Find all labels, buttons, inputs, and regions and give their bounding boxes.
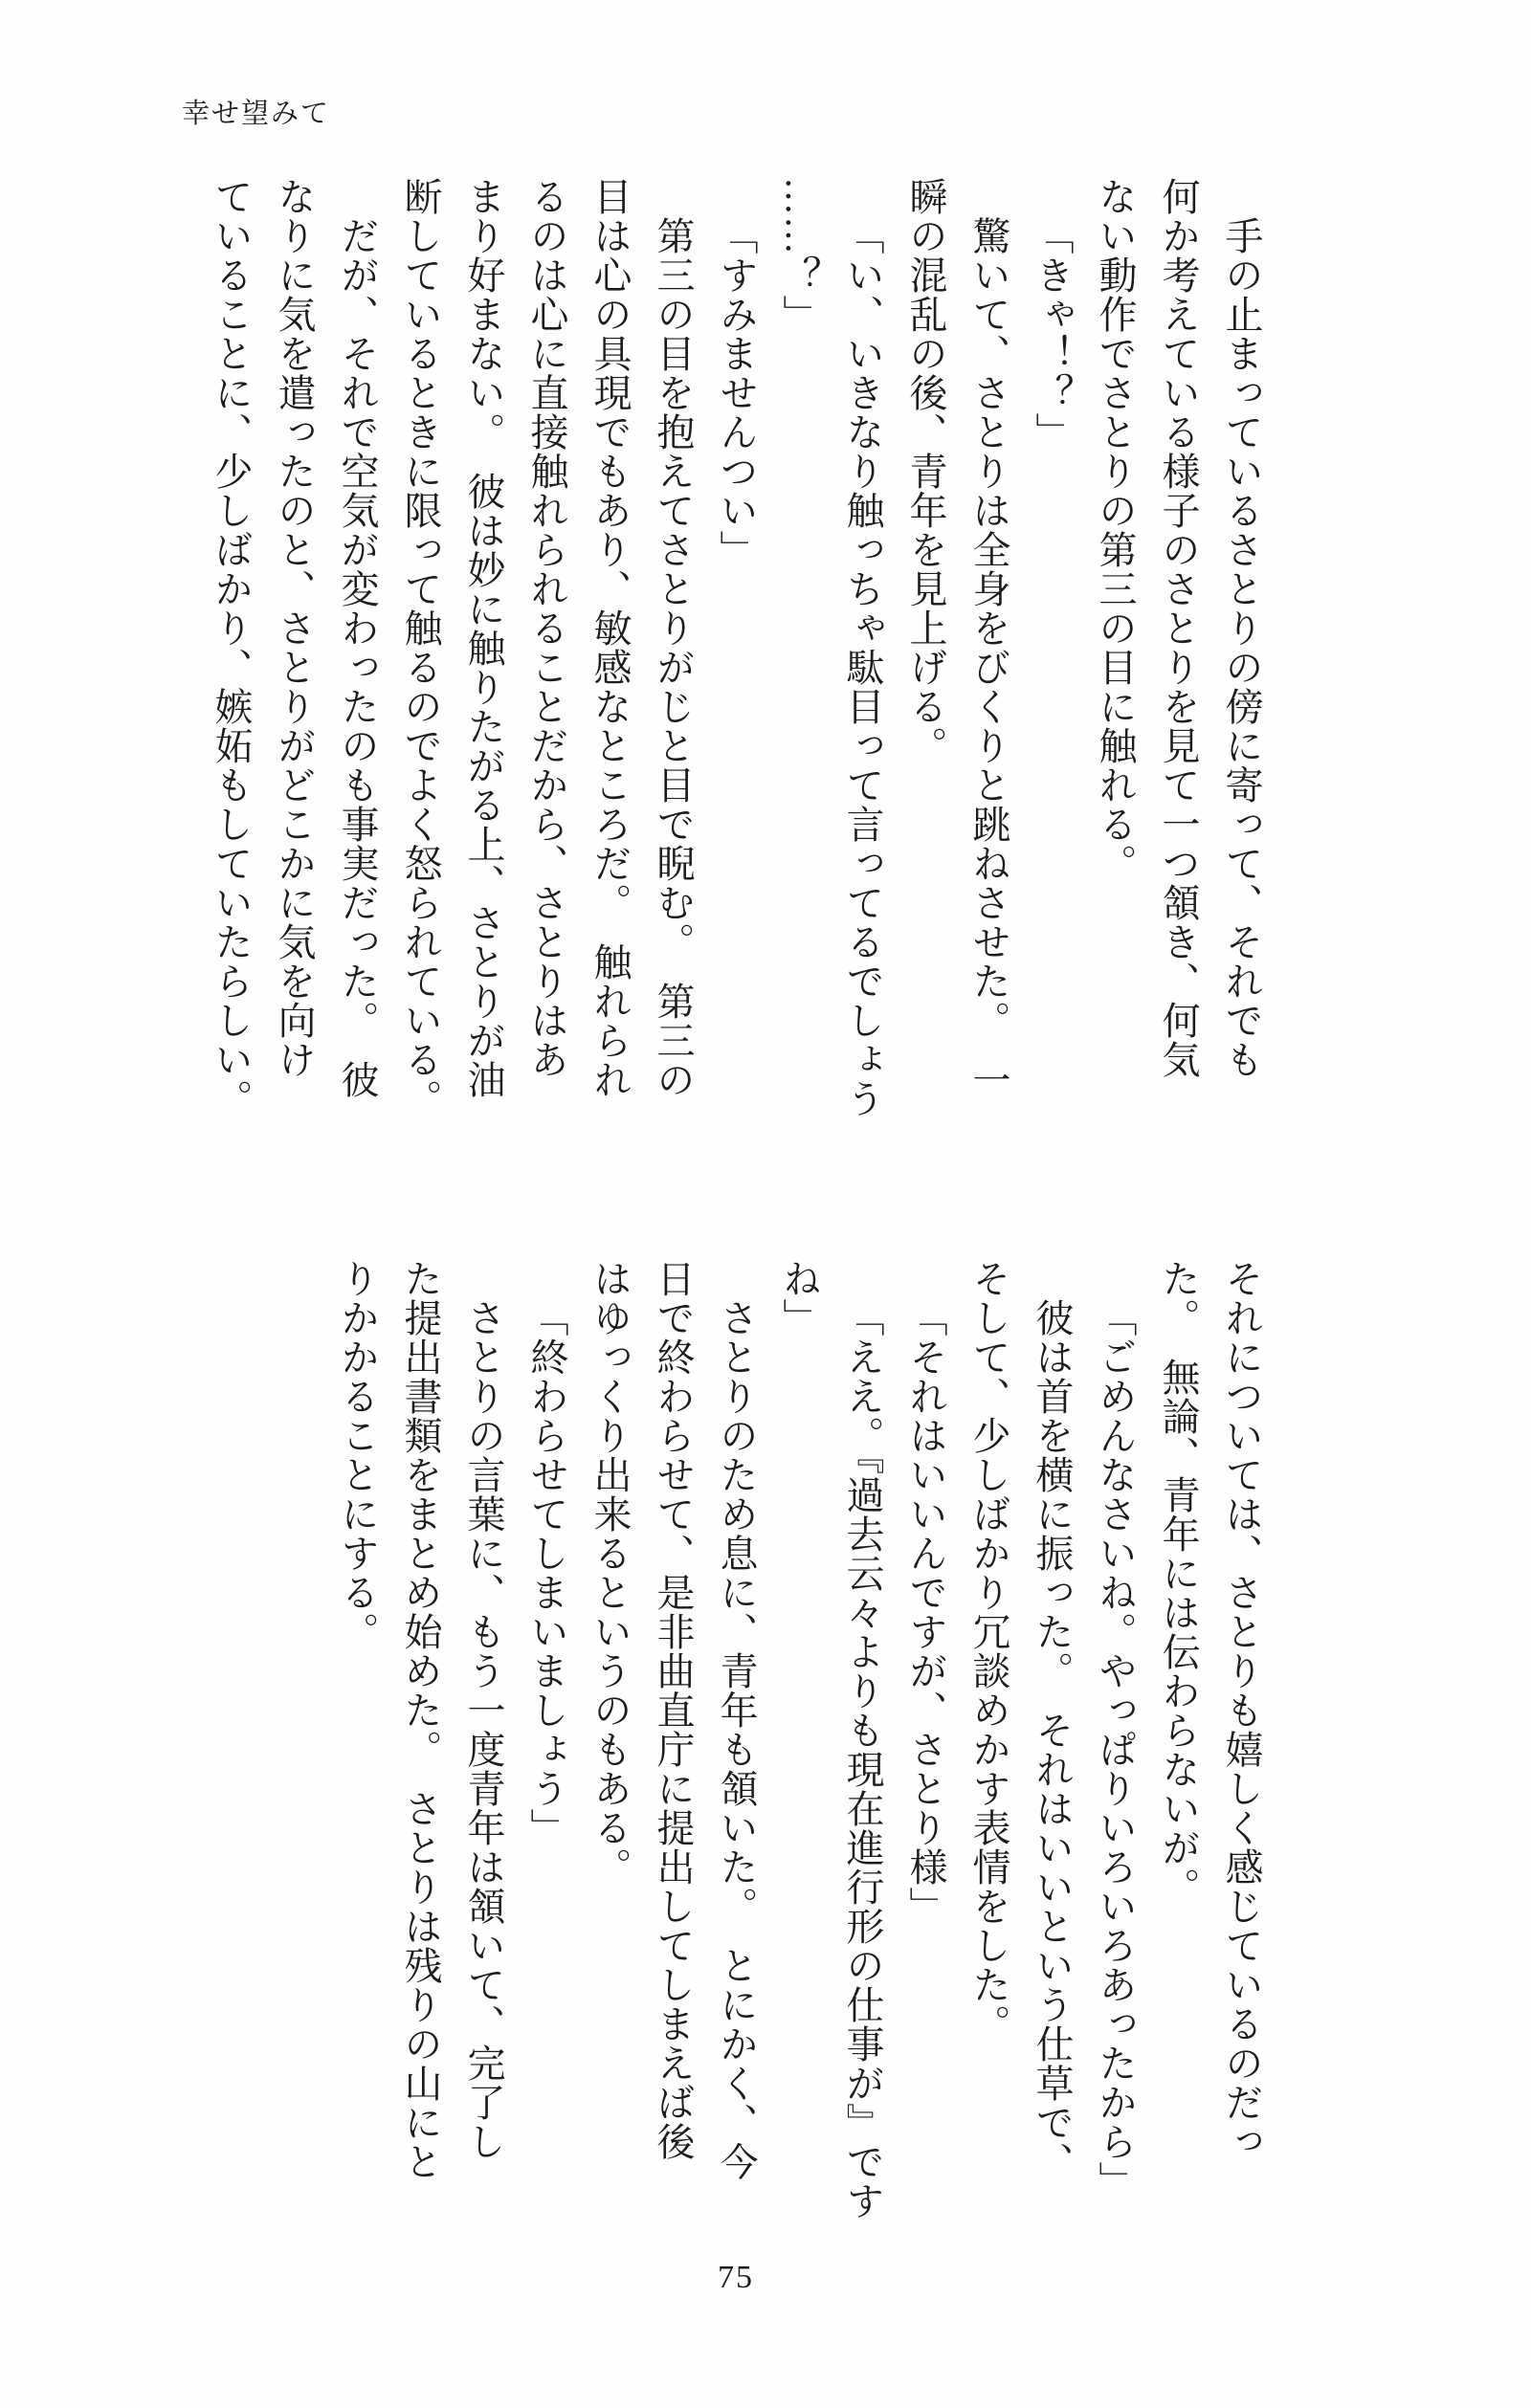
- text-line: 断しているときに限って触るのでよく怒られている。: [399, 177, 442, 1118]
- text-line: 何か考えている様子のさとりを見て一つ頷き、何気: [1157, 177, 1200, 1079]
- text-line: ね」: [778, 1259, 821, 1337]
- text-line: 「ええ。『過去云々よりも現在進行形の仕事が』です: [841, 1298, 884, 2220]
- text-line: さとりの言葉に、もう一度青年は頷いて、完了し: [462, 1298, 505, 2161]
- text-line: 「それはいいんですが、さとり様」: [904, 1298, 947, 1926]
- text-line: るのは心に直接触れられることだから、さとりはあ: [525, 177, 568, 1079]
- text-line: 手の止まっているさとりの傍に寄って、それでも: [1220, 216, 1263, 1079]
- text-block-bottom: [325, 1259, 1273, 2220]
- text-line: ていることに、少しばかり、嫉妬もしていたらしい。: [210, 177, 253, 1118]
- text-line: まり好まない。 彼は妙に触りたがる上、さとりが油: [462, 177, 505, 1099]
- text-line: りかかることにする。: [336, 1259, 379, 1651]
- text-line: 目は心の具現でもあり、敏感なところだ。 触れられ: [588, 177, 632, 1099]
- text-line: なりに気を遣ったのと、さとりがどこかに気を向け: [273, 177, 316, 1079]
- text-line: ……？」: [778, 177, 821, 334]
- text-block-top: [199, 177, 1273, 1191]
- text-line: 日で終わらせて、是非曲直庁に提出してしまえば後: [652, 1259, 695, 2161]
- text-line: 「すみませんつい」: [715, 216, 758, 569]
- text-line: 「終わらせてしまいましょう」: [525, 1298, 568, 1847]
- text-line: 「きゃ！？」: [1031, 216, 1074, 452]
- text-line: ない動作でさとりの第三の目に触れる。: [1094, 177, 1137, 883]
- text-line: それについては、さとりも嬉しく感じているのだっ: [1220, 1259, 1263, 2161]
- page-number: 75: [718, 2260, 754, 2295]
- text-line: た。 無論、青年には伝わらないが。: [1157, 1259, 1200, 1907]
- text-line: 「い、いきなり触っちゃ駄目って言ってるでしょう: [841, 216, 884, 1118]
- text-line: 彼は首を横に振った。 それはいいという仕草で、: [1031, 1298, 1074, 2181]
- text-line: 驚いて、さとりは全身をびくりと跳ねさせた。 一: [967, 216, 1010, 1099]
- text-line: た提出書類をまとめ始めた。 さとりは残りの山にと: [399, 1259, 442, 2181]
- text-line: はゆっくり出来るというのもある。: [588, 1259, 632, 1887]
- running-head: 幸せ望みて: [182, 99, 331, 129]
- text-line: 第三の目を抱えてさとりがじと目で睨む。 第三の: [652, 216, 695, 1099]
- text-line: だが、それで空気が変わったのも事実だった。 彼: [336, 216, 379, 1099]
- text-line: さとりのため息に、青年も頷いた。 とにかく、今: [715, 1298, 758, 2181]
- text-line: 瞬の混乱の後、青年を見上げる。: [904, 177, 947, 765]
- text-line: そして、少しばかり冗談めかす表情をした。: [967, 1259, 1010, 2043]
- text-line: 「ごめんなさいね。やっぱりいろいろあったから」: [1094, 1298, 1137, 2200]
